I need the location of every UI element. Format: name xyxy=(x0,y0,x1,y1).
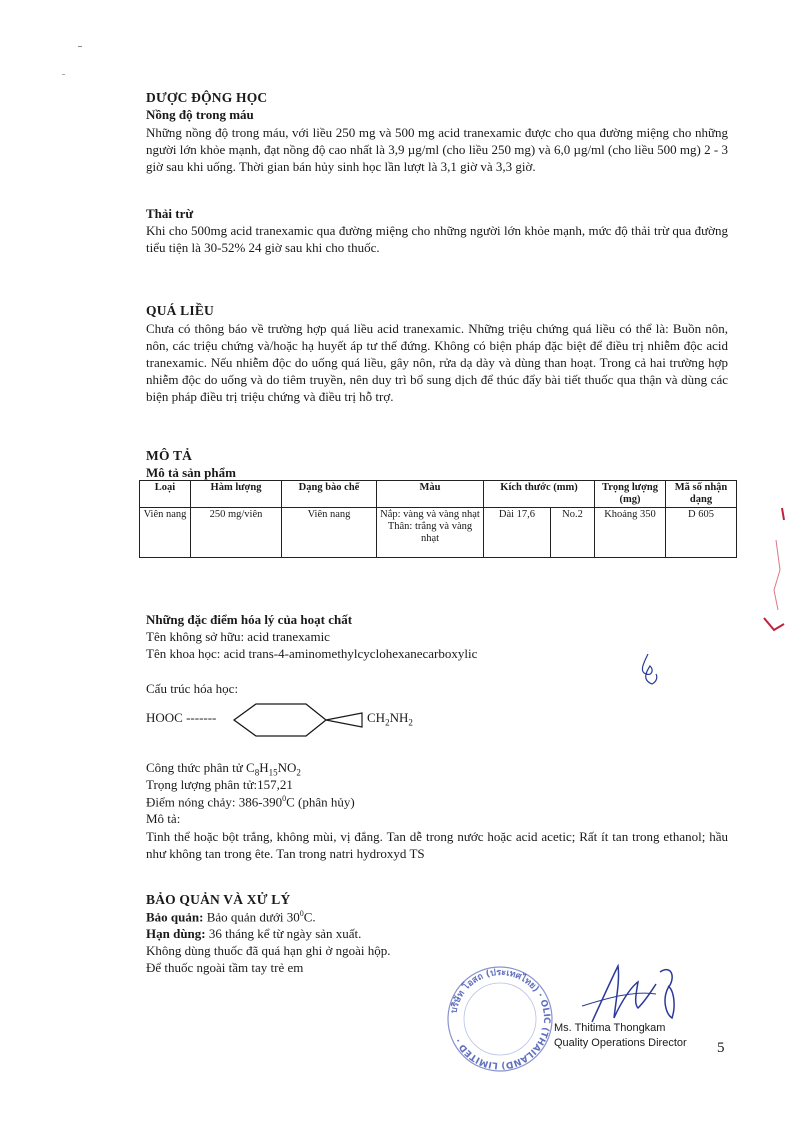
table-header: Màu xyxy=(377,481,484,508)
molecular-formula: Công thức phân tử $C_8H_{15}NO_2$ xyxy=(146,760,301,778)
table-header: Loại xyxy=(140,481,191,508)
scientific-name: Tên khoa học: acid trans-4-aminomethylcyclohexanecarboxylic xyxy=(146,646,478,661)
melting-point: Điểm nóng chảy: $386-390^0C$ (phân hủy) xyxy=(146,794,355,810)
company-stamp xyxy=(444,963,556,1075)
table-cell-weight: Khoảng 350 xyxy=(595,508,666,558)
overdose-heading: QUÁ LIỀU xyxy=(146,303,214,318)
molecular-weight: Trọng lượng phân tử:157,21 xyxy=(146,777,293,792)
elimination-text: Khi cho 500mg acid tranexamic qua đường miệng cho những người lớn khỏe mạnh, mức độ thải trừ qua đường tiểu tiện là 30-52% 24 giờ sau khi cho thuốc. xyxy=(146,223,728,255)
overdose-text: Chưa có thông báo về trường hợp quá liều acid tranexamic. Những triệu chứng quá liều có thể là: Buồn nôn, nôn, các triệu chứng và/hoặc hạ huyết áp tư thế đứng. Không có biện pháp đặc biệt để điều trị nhiễm độc acid tranexamic. Nếu nhiễm độc do uống quá liều, gây nôn, rửa dạ dày và dùng than hoạt. Trong cả hai trường hợp nhiễm độc do uống và do tiêm truyền, nên duy trì bổ sung dịch để thúc đẩy bài tiết thuốc qua thận và dùng các biện pháp điều trị triệu chứng và điều trị hỗ trợ. xyxy=(146,321,728,404)
structure-label: Cấu trúc hóa học: xyxy=(146,681,239,696)
margin-mark-stroke xyxy=(764,618,784,630)
signature-stroke-2 xyxy=(660,970,674,1018)
table-cell-form: Viên nang xyxy=(282,508,377,558)
cyclohexane-ring-diagram xyxy=(226,700,366,740)
table-cell-length: Dài 17,6 xyxy=(484,508,551,558)
margin-mark xyxy=(758,500,792,640)
description-heading: MÔ TẢ xyxy=(146,448,193,463)
table-row xyxy=(140,508,737,558)
stamp-inner-ring xyxy=(464,983,536,1055)
signature-stroke-1 xyxy=(592,966,656,1022)
pk-heading: DƯỢC ĐỘNG HỌC xyxy=(146,90,268,105)
table-cell-size-no: No.2 xyxy=(550,508,594,558)
margin-mark-stroke xyxy=(774,540,780,610)
table-cell-strength: 250 mg/viên xyxy=(191,508,282,558)
handwritten-signature xyxy=(572,960,692,1030)
description-label: Mô tả: xyxy=(146,811,181,826)
product-table xyxy=(139,480,737,558)
initial-mark xyxy=(632,652,662,688)
signatory-name: Ms. Thitima Thongkam xyxy=(554,1022,666,1034)
table-header: Mã số nhận dạng xyxy=(666,481,737,508)
blood-concentration-text: Những nồng độ trong máu, với liều 250 mg và 500 mg acid tranexamic được cho qua đường miệng cho những người lớn khỏe mạnh, đạt nồng độ cao nhất là 3,9 µg/ml (cho liều 250 mg) và 6,0 µg/ml (cho liều 500 mg) 2 - 3 giờ sau khi uống. Thời gian bán hủy sinh học lần lượt là 3,1 giờ và 3,3 giờ. xyxy=(146,125,728,174)
ring-hexagon xyxy=(234,704,326,736)
table-cell-color xyxy=(377,508,484,558)
storage-line-4: Để thuốc ngoài tầm tay trẻ em xyxy=(146,960,304,975)
stamp-lettering: บริษัท โอสถ (ประเทศไทย) · OLIC (THAILAND) LIMITED · xyxy=(449,967,552,1071)
initial-stroke xyxy=(642,654,656,684)
color-cap: Nắp: vàng và vàng nhạt xyxy=(380,509,480,520)
table-header: Trọng lượng (mg) xyxy=(595,481,666,508)
structure-right-group: $CH_2NH_2$ xyxy=(367,710,413,728)
physchem-title: Những đặc điểm hóa lý của hoạt chất xyxy=(146,612,353,627)
table-header-row xyxy=(140,481,737,508)
scan-speck xyxy=(78,46,82,47)
page-number: 5 xyxy=(717,1040,725,1056)
signatory-title: Quality Operations Director xyxy=(554,1037,687,1049)
storage-line: Bảo quản: Bảo quản dưới $30^0C$. xyxy=(146,909,316,925)
table-header: Dạng bào chế xyxy=(282,481,377,508)
table-cell-type: Viên nang xyxy=(140,508,191,558)
product-description-title: Mô tả sản phẩm xyxy=(146,465,236,480)
expiry-line: Hạn dùng: 36 tháng kể từ ngày sản xuất. xyxy=(146,926,362,941)
margin-mark-stroke xyxy=(782,508,784,520)
table-cell-code: D 605 xyxy=(666,508,737,558)
storage-heading: BẢO QUẢN VÀ XỬ LÝ xyxy=(146,892,291,907)
wedge-bond xyxy=(326,713,362,727)
scan-speck xyxy=(62,74,65,75)
description-text: Tinh thể hoặc bột trắng, không mùi, vị đắng. Tan dễ trong nước hoặc acid acetic; Rất ít tan trong ethanol; hầu như không tan trong ête. Tan trong natri hydroxyd TS xyxy=(146,829,728,861)
color-body: Thân: trắng và vàng nhạt xyxy=(387,521,473,544)
table-header: Kích thước (mm) xyxy=(484,481,595,508)
blood-concentration-title: Nồng độ trong máu xyxy=(146,107,254,122)
table-header: Hàm lượng xyxy=(191,481,282,508)
structure-left-group: HOOC ------- xyxy=(146,710,217,725)
storage-line-3: Không dùng thuốc đã quá hạn ghi ở ngoài hộp. xyxy=(146,943,391,958)
nonproprietary-name: Tên không sở hữu: acid tranexamic xyxy=(146,629,330,644)
elimination-title: Thải trừ xyxy=(146,206,194,221)
